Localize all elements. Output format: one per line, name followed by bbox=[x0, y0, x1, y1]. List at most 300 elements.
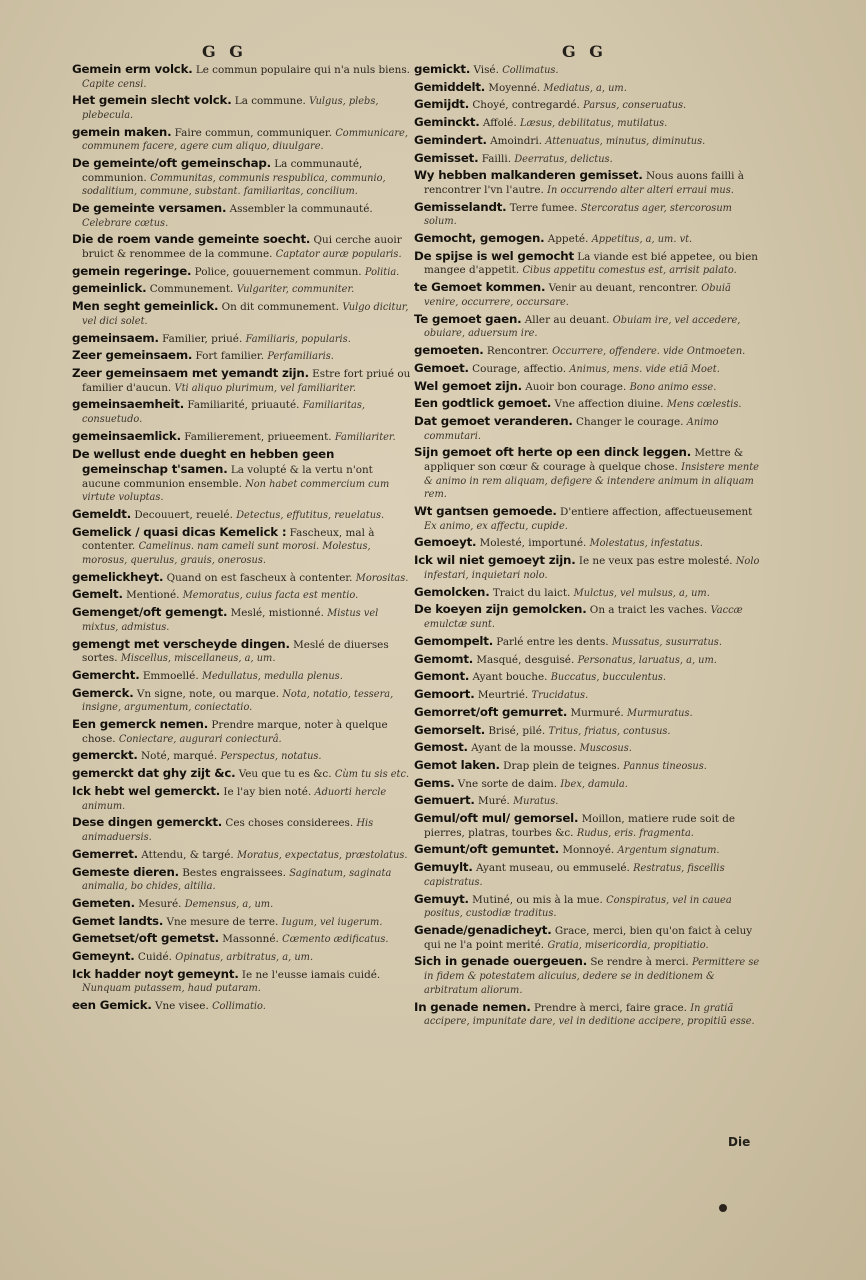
french-gloss: D'entiere affection, affectueusement bbox=[560, 506, 753, 519]
french-gloss: Visé. bbox=[473, 64, 499, 76]
latin-gloss: Obuiã venire, occurrere, occursare. bbox=[424, 283, 731, 308]
dictionary-entry bbox=[72, 847, 412, 863]
french-gloss: Moillon, matiere rude soit de pierres, platras, tourbes &c. bbox=[424, 813, 736, 839]
latin-gloss: Opinatus, arbitratus, a, um. bbox=[175, 952, 314, 964]
french-gloss: Choyé, contregardé. bbox=[472, 99, 580, 112]
latin-gloss: Rudus, eris. fragmenta. bbox=[576, 827, 694, 839]
latin-gloss: Attenuatus, minutus, diminutus. bbox=[545, 135, 706, 147]
dictionary-entry bbox=[414, 343, 766, 359]
latin-gloss: Demensus, a, um. bbox=[184, 899, 274, 910]
french-gloss: Vne sorte de daim. bbox=[457, 777, 558, 790]
latin-gloss: Vaccæ emulctæ sunt. bbox=[424, 605, 743, 631]
latin-gloss: Argentum signatum. bbox=[617, 845, 720, 857]
french-gloss: Bestes engraissees. bbox=[182, 866, 286, 879]
latin-gloss: Familiaritas, consuetudo. bbox=[82, 400, 365, 426]
french-gloss: Meslé, mistionné. bbox=[230, 607, 324, 620]
headword: Gemindert. bbox=[414, 132, 487, 147]
headword: De gemeinte/oft gemeinschap. bbox=[72, 156, 271, 171]
french-gloss: Muré. bbox=[478, 795, 510, 808]
dictionary-entry bbox=[414, 669, 766, 685]
dictionary-entry bbox=[414, 280, 766, 309]
french-gloss: Drap plein de teignes. bbox=[503, 759, 620, 772]
latin-gloss: Morositas. bbox=[355, 572, 409, 584]
french-gloss: Vne visee. bbox=[154, 1000, 209, 1013]
headword: gemein maken. bbox=[72, 124, 172, 139]
headword: Dat gemoet veranderen. bbox=[414, 413, 573, 428]
headword: Gemisset. bbox=[414, 150, 479, 165]
headword: Die de roem vande gemeinte soecht. bbox=[72, 232, 311, 247]
french-gloss: Vne affection diuine. bbox=[554, 398, 664, 411]
headword: Wel gemoet zijn. bbox=[414, 378, 522, 393]
latin-gloss: Appetitus, a, um. vt. bbox=[591, 234, 693, 246]
french-gloss: Meurtrié. bbox=[477, 689, 529, 702]
dictionary-entry bbox=[414, 62, 766, 78]
french-gloss: Vne mesure de terre. bbox=[166, 915, 279, 928]
latin-gloss: Communicare, communem facere, agere cum aliquo, diuulgare. bbox=[82, 127, 408, 153]
dictionary-entry bbox=[414, 634, 766, 650]
latin-gloss: Stercoratus ager, stercorosum solum. bbox=[424, 202, 732, 228]
dictionary-entry bbox=[414, 860, 766, 889]
latin-gloss: Nunquam putassem, haud putaram. bbox=[82, 983, 261, 995]
latin-gloss: Cibus appetitu comestus est, arrisit palato. bbox=[522, 265, 737, 277]
dictionary-entry bbox=[72, 93, 412, 122]
latin-gloss: Animo commutari. bbox=[424, 416, 719, 442]
dictionary-entry bbox=[414, 687, 766, 703]
headword: Ick wil niet gemoeyt zijn. bbox=[414, 553, 576, 568]
headword: Wt gantsen gemoede. bbox=[414, 504, 557, 519]
french-gloss: Prendre à merci, faire grace. bbox=[533, 1001, 687, 1014]
dictionary-entry bbox=[72, 429, 412, 445]
headword: Gemerret. bbox=[72, 846, 138, 861]
latin-gloss: Muscosus. bbox=[579, 743, 632, 755]
french-gloss: Appeté. bbox=[547, 233, 589, 246]
latin-gloss: Cùm tu sis etc. bbox=[334, 769, 410, 781]
headword: Gemocht, gemogen. bbox=[414, 231, 545, 246]
dictionary-entry bbox=[72, 507, 412, 523]
french-gloss: Faire commun, communiquer. bbox=[174, 126, 332, 139]
latin-gloss: Familiariter. bbox=[334, 431, 396, 443]
headword: Ick hadder noyt gemeynt. bbox=[72, 966, 239, 981]
latin-gloss: Parsus, conseruatus. bbox=[583, 100, 687, 112]
latin-gloss: Pannus tineosus. bbox=[623, 760, 707, 772]
french-gloss: Familier, priué. bbox=[162, 332, 243, 345]
dictionary-entry bbox=[414, 535, 766, 551]
latin-gloss: Deerratus, delictus. bbox=[514, 153, 613, 165]
headword: Gemein erm volck. bbox=[72, 62, 193, 76]
dictionary-entry bbox=[72, 896, 412, 912]
latin-gloss: Trucidatus. bbox=[531, 690, 589, 702]
latin-gloss: Permittere se in fidem & potestatem alicuius, dedere se in deditionem & arbitratum aliorum. bbox=[424, 957, 760, 996]
dictionary-entry bbox=[72, 605, 412, 634]
latin-gloss: Buccatus, bucculentus. bbox=[550, 672, 667, 684]
latin-gloss: Captator auræ popularis. bbox=[275, 248, 402, 260]
headword: Gemompelt. bbox=[414, 633, 493, 648]
latin-gloss: Molestatus, infestatus. bbox=[589, 538, 703, 550]
latin-gloss: Non habet commercium cum virtute voluptas. bbox=[82, 478, 390, 504]
headword: De koeyen zijn gemolcken. bbox=[414, 602, 587, 617]
dictionary-entry bbox=[414, 249, 766, 278]
french-gloss: Fort familier. bbox=[195, 350, 265, 363]
latin-gloss: Vti aliquo plurimum, vel familiariter. bbox=[174, 382, 356, 394]
headword: Gemelt. bbox=[72, 587, 123, 602]
french-gloss: Ie ne l'eusse iamais cuidé. bbox=[241, 968, 381, 981]
headword: gemengt met verscheyde dingen. bbox=[72, 636, 290, 651]
headword: Gems. bbox=[414, 775, 455, 790]
dictionary-entry bbox=[72, 125, 412, 154]
dictionary-entry bbox=[414, 758, 766, 774]
dictionary-entry bbox=[414, 168, 766, 197]
headword: Gemerck. bbox=[72, 685, 134, 700]
french-gloss: Brisé, pilé. bbox=[488, 724, 546, 737]
latin-gloss: Collimatio. bbox=[212, 1001, 266, 1013]
dictionary-entry bbox=[72, 264, 412, 280]
dictionary-entry bbox=[414, 923, 766, 952]
dictionary-entry bbox=[72, 281, 412, 297]
dictionary-entry bbox=[72, 914, 412, 930]
latin-gloss: Mens cœlestis. bbox=[666, 399, 742, 411]
headword: Gemost. bbox=[414, 740, 468, 755]
french-gloss: Police, gouuernement commun. bbox=[194, 265, 362, 278]
latin-gloss: Camelinus. nam cameli sunt morosi. Molestus, morosus, querulus, grauis, onerosus. bbox=[82, 541, 371, 567]
french-gloss: Failli. bbox=[481, 152, 511, 165]
french-gloss: Le commun populaire qui n'a nuls biens. bbox=[195, 64, 410, 76]
dictionary-entry bbox=[72, 998, 412, 1014]
french-gloss: Familiarité, priuauté. bbox=[187, 399, 300, 412]
left-column bbox=[72, 62, 412, 1016]
headword: gemerckt dat ghy zijt &c. bbox=[72, 766, 236, 781]
dictionary-entry bbox=[72, 156, 412, 199]
french-gloss: Decouuert, reuelé. bbox=[134, 509, 233, 522]
french-gloss: Attendu, & targé. bbox=[141, 848, 234, 861]
headword: Geminckt. bbox=[414, 115, 480, 130]
latin-gloss: Personatus, laruatus, a, um. bbox=[577, 654, 717, 666]
latin-gloss: Saginatum, saginata animalia, bo chides, altilia. bbox=[82, 867, 392, 893]
latin-gloss: Cœmento ædificatus. bbox=[282, 934, 389, 946]
dictionary-entry bbox=[72, 348, 412, 364]
latin-gloss: Perfamiliaris. bbox=[267, 351, 334, 363]
headword: Te gemoet gaen. bbox=[414, 311, 522, 326]
headword: Gemolcken. bbox=[414, 584, 490, 599]
headword: Gemenget/oft gemengt. bbox=[72, 605, 228, 620]
headword: Gemetset/oft gemetst. bbox=[72, 931, 219, 946]
latin-gloss: Conspiratus, vel in cauea positus, custodiæ traditus. bbox=[424, 894, 732, 920]
latin-gloss: Ibex, damula. bbox=[560, 778, 628, 790]
headword: Gemoet. bbox=[414, 360, 469, 375]
dictionary-entry bbox=[414, 652, 766, 668]
latin-gloss: Vulgariter, communiter. bbox=[236, 284, 355, 296]
headword: te Gemoet kommen. bbox=[414, 280, 546, 295]
french-gloss: Familierement, priueement. bbox=[184, 430, 332, 443]
french-gloss: Masqué, desguisé. bbox=[476, 653, 575, 666]
headword: Gemeldt. bbox=[72, 507, 131, 522]
french-gloss: Ayant de la mousse. bbox=[471, 742, 577, 755]
french-gloss: Auoir bon courage. bbox=[525, 380, 627, 393]
running-head-left: G G bbox=[202, 42, 247, 61]
french-gloss: Aller au deuant. bbox=[524, 313, 610, 326]
french-gloss: Moyenné. bbox=[488, 81, 541, 94]
headword: gemein regeringe. bbox=[72, 263, 192, 278]
dictionary-entry bbox=[414, 553, 766, 582]
dictionary-entry bbox=[72, 201, 412, 230]
headword: Men seght gemeinlick. bbox=[72, 299, 219, 314]
dictionary-entry bbox=[72, 766, 412, 782]
latin-gloss: Coniectare, augurari coniecturâ. bbox=[118, 733, 282, 745]
latin-gloss: Mussatus, susurratus. bbox=[611, 636, 722, 648]
dictionary-entry bbox=[414, 379, 766, 395]
headword: Gemiddelt. bbox=[414, 79, 486, 94]
headword: De gemeinte versamen. bbox=[72, 201, 227, 216]
headword: gemerckt. bbox=[72, 748, 138, 763]
dictionary-entry bbox=[414, 312, 766, 341]
dictionary-entry bbox=[414, 115, 766, 131]
headword: Dese dingen gemerckt. bbox=[72, 815, 223, 830]
headword: In genade nemen. bbox=[414, 999, 531, 1014]
headword: Het gemein slecht volck. bbox=[72, 93, 232, 108]
french-gloss: Veu que tu es &c. bbox=[238, 768, 332, 781]
headword: Gemeste dieren. bbox=[72, 864, 179, 879]
headword: Sich in genade ouergeuen. bbox=[414, 954, 587, 969]
headword: Gemet landts. bbox=[72, 913, 164, 928]
ink-spot bbox=[719, 1204, 727, 1212]
french-gloss: Mentioné. bbox=[126, 589, 180, 602]
latin-gloss: Perspectus, notatus. bbox=[220, 751, 322, 763]
french-gloss: Amoindri. bbox=[490, 134, 542, 147]
french-gloss: Vn signe, note, ou marque. bbox=[136, 687, 280, 700]
dictionary-entry bbox=[414, 1000, 766, 1029]
headword: Gemercht. bbox=[72, 667, 140, 682]
french-gloss: La communauté, communion. bbox=[82, 158, 363, 184]
latin-gloss: Ex animo, ex affectu, cupide. bbox=[424, 520, 568, 532]
dictionary-entry bbox=[72, 967, 412, 996]
headword: Gemot laken. bbox=[414, 757, 500, 772]
french-gloss: Quand on est fascheux à contenter. bbox=[166, 571, 353, 584]
french-gloss: Fascheux, mal à contenter. bbox=[82, 526, 375, 553]
latin-gloss: Vulgus, plebs, plebecula. bbox=[82, 96, 379, 121]
latin-gloss: Aduorti hercle animum. bbox=[82, 786, 387, 812]
french-gloss: Prendre marque, noter à quelque chose. bbox=[82, 719, 388, 745]
dictionary-entry bbox=[414, 80, 766, 96]
dictionary-entry bbox=[414, 842, 766, 858]
headword: Gemoort. bbox=[414, 687, 475, 702]
headword: gemeinlick. bbox=[72, 281, 147, 296]
latin-gloss: Murmuratus. bbox=[627, 707, 693, 719]
headword: gemelickheyt. bbox=[72, 569, 164, 584]
dictionary-entry bbox=[72, 397, 412, 426]
latin-gloss: Insistere mente & animo in rem aliquam, defigere & intendere animum in aliquam rem. bbox=[424, 461, 759, 501]
dictionary-entry bbox=[414, 954, 766, 997]
headword: Sijn gemoet oft herte op een dinck leggen. bbox=[414, 445, 692, 460]
headword: een Gemick. bbox=[72, 998, 152, 1013]
french-gloss: La commune. bbox=[234, 95, 306, 108]
french-gloss: Nous auons failli à rencontrer l'vn l'autre. bbox=[424, 170, 744, 196]
latin-gloss: Memoratus, cuius facta est mentio. bbox=[182, 590, 359, 602]
dictionary-entry bbox=[72, 570, 412, 586]
dictionary-entry bbox=[72, 931, 412, 947]
dictionary-entry bbox=[72, 717, 412, 746]
latin-gloss: Moratus, expectatus, præstolatus. bbox=[237, 849, 408, 861]
latin-gloss: Collimatus. bbox=[502, 65, 559, 76]
dictionary-entry bbox=[72, 686, 412, 715]
headword: Gemijdt. bbox=[414, 97, 470, 112]
dictionary-entry bbox=[72, 784, 412, 813]
latin-gloss: Capite censi. bbox=[82, 78, 147, 90]
french-gloss: Massonné. bbox=[222, 933, 279, 946]
latin-gloss: Communitas, communis respublica, communio, sodalitium, commune, substant. familiaritas, concilium. bbox=[82, 172, 386, 198]
french-gloss: Se rendre à merci. bbox=[590, 956, 689, 969]
dictionary-entry bbox=[414, 740, 766, 756]
french-gloss: La volupté & la vertu n'ont aucune communion ensemble. bbox=[82, 464, 373, 490]
dictionary-entry bbox=[414, 776, 766, 792]
latin-gloss: Gratia, misericordia, propitiatio. bbox=[547, 939, 709, 951]
latin-gloss: Nolo infestari, inquietari nolo. bbox=[424, 556, 760, 581]
headword: De spijse is wel gemocht bbox=[414, 248, 574, 263]
latin-gloss: Muratus. bbox=[513, 796, 559, 808]
right-column bbox=[414, 62, 766, 1031]
headword: Genade/genadicheyt. bbox=[414, 923, 552, 938]
french-gloss: Changer le courage. bbox=[576, 415, 684, 428]
latin-gloss: Obuiam ire, vel accedere, obuiare, aduersum ire. bbox=[424, 314, 741, 340]
french-gloss: Courage, affectio. bbox=[472, 362, 567, 375]
french-gloss: Cuidé. bbox=[137, 951, 172, 964]
french-gloss: Assembler la communauté. bbox=[229, 203, 373, 216]
french-gloss: Mettre & appliquer son cœur & courage à quelque chose. bbox=[424, 447, 744, 473]
dictionary-entry bbox=[72, 331, 412, 347]
dictionary-entry bbox=[414, 793, 766, 809]
dictionary-entry bbox=[72, 815, 412, 844]
headword: gemeinsaemheit. bbox=[72, 397, 185, 412]
headword: gemickt. bbox=[414, 62, 471, 76]
headword: De wellust ende dueght en hebben geen gemeinschap t'samen. bbox=[72, 446, 335, 477]
running-head-right: G G bbox=[562, 42, 607, 61]
headword: Gemorret/oft gemurret. bbox=[414, 704, 568, 719]
latin-gloss: Occurrere, offendere. vide Ontmoeten. bbox=[552, 346, 746, 358]
french-gloss: Noté, marqué. bbox=[141, 750, 218, 763]
french-gloss: Ces choses considerees. bbox=[225, 817, 354, 830]
latin-gloss: Mediatus, a, um. bbox=[543, 82, 627, 94]
headword: Zeer gemeinsaem met yemandt zijn. bbox=[72, 366, 309, 381]
latin-gloss: Mistus vel mixtus, admistus. bbox=[82, 608, 379, 633]
headword: Gemorselt. bbox=[414, 722, 486, 737]
french-gloss: Traict du laict. bbox=[492, 586, 571, 599]
french-gloss: La viande est bié appetee, ou bien mangee d'appetit. bbox=[424, 250, 758, 277]
french-gloss: Monnoyé. bbox=[562, 844, 615, 857]
headword: Gemuylt. bbox=[414, 860, 473, 875]
french-gloss: Communement. bbox=[149, 283, 234, 296]
dictionary-entry bbox=[414, 811, 766, 840]
catchword: Die bbox=[728, 1135, 751, 1149]
dictionary-entry bbox=[72, 62, 412, 91]
latin-gloss: Tritus, friatus, contusus. bbox=[548, 725, 671, 737]
latin-gloss: Familiaris, popularis. bbox=[245, 333, 351, 345]
french-gloss: Venir au deuant, rencontrer. bbox=[548, 282, 698, 295]
latin-gloss: Restratus, fiscellis capistratus. bbox=[424, 863, 725, 888]
dictionary-entry bbox=[414, 414, 766, 443]
french-gloss: Ayant museau, ou emmuselé. bbox=[475, 862, 630, 875]
headword: Gemeynt. bbox=[72, 949, 135, 964]
french-gloss: On a traict les vaches. bbox=[589, 604, 708, 617]
dictionary-entry bbox=[72, 232, 412, 261]
headword: Gemeten. bbox=[72, 896, 135, 910]
dictionary-entry bbox=[414, 602, 766, 631]
latin-gloss: Detectus, effutitus, reuelatus. bbox=[236, 510, 385, 522]
dictionary-entry bbox=[414, 445, 766, 502]
french-gloss: On dit communement. bbox=[221, 301, 340, 314]
french-gloss: Emmoellé. bbox=[142, 669, 199, 682]
dictionary-entry bbox=[414, 723, 766, 739]
french-gloss: Qui cerche auoir bruict & renommee de la commune. bbox=[82, 234, 402, 260]
french-gloss: Ie l'ay bien noté. bbox=[223, 785, 312, 798]
headword: Gemelick / quasi dicas Kemelick : bbox=[72, 524, 287, 539]
latin-gloss: Medullatus, medulla plenus. bbox=[201, 670, 343, 682]
latin-gloss: Celebrare cœtus. bbox=[82, 217, 169, 229]
dictionary-entry bbox=[414, 231, 766, 247]
french-gloss: Molesté, importuné. bbox=[479, 537, 587, 550]
latin-gloss: Animus, mens. vide etiã Moet. bbox=[569, 363, 720, 375]
latin-gloss: Bono animo esse. bbox=[629, 381, 717, 393]
headword: Gemoeyt. bbox=[414, 535, 477, 550]
latin-gloss: In occurrendo alter alteri erraui mus. bbox=[547, 184, 734, 196]
headword: Wy hebben malkanderen gemisset. bbox=[414, 168, 643, 183]
latin-gloss: Vulgo dicitur, vel dici solet. bbox=[82, 302, 409, 327]
dictionary-entry bbox=[72, 447, 412, 506]
dictionary-entry bbox=[72, 949, 412, 965]
dictionary-entry bbox=[72, 865, 412, 894]
dictionary-entry bbox=[414, 133, 766, 149]
headword: Gemomt. bbox=[414, 651, 474, 666]
dictionary-entry bbox=[72, 668, 412, 684]
french-gloss: Ie ne veux pas estre molesté. bbox=[578, 555, 733, 568]
dictionary-entry bbox=[72, 587, 412, 603]
french-gloss: Mutiné, ou mis à la mue. bbox=[472, 893, 603, 906]
headword: Gemul/oft mul/ gemorsel. bbox=[414, 811, 579, 826]
dictionary-entry bbox=[414, 200, 766, 229]
latin-gloss: Mulctus, vel mulsus, a, um. bbox=[573, 587, 710, 599]
dictionary-entry bbox=[72, 299, 412, 328]
french-gloss: Parlé entre les dents. bbox=[496, 635, 609, 648]
dictionary-entry bbox=[414, 361, 766, 377]
dictionary-entry bbox=[72, 748, 412, 764]
french-gloss: Rencontrer. bbox=[486, 345, 549, 358]
latin-gloss: Politia. bbox=[364, 266, 400, 278]
headword: Zeer gemeinsaem. bbox=[72, 348, 193, 363]
french-gloss: Murmuré. bbox=[570, 706, 624, 719]
french-gloss: Mesuré. bbox=[138, 898, 182, 910]
headword: Gemuyt. bbox=[414, 891, 469, 906]
headword: Gemunt/oft gemuntet. bbox=[414, 842, 559, 857]
latin-gloss: Læsus, debilitatus, mutilatus. bbox=[519, 118, 668, 130]
dictionary-entry bbox=[414, 705, 766, 721]
latin-gloss: Iugum, vel iugerum. bbox=[281, 916, 383, 928]
french-gloss: Grace, merci, bien qu'on faict à celuy qui ne l'a point merité. bbox=[424, 925, 753, 951]
french-gloss: Estre fort priué ou familier d'aucun. bbox=[82, 368, 411, 394]
dictionary-entry bbox=[72, 366, 412, 395]
dictionary-entry bbox=[414, 892, 766, 921]
dictionary-entry bbox=[72, 637, 412, 666]
latin-gloss: In gratiã accipere, impunitate dare, vel in deditione accipere, propitiũ esse. bbox=[424, 1002, 755, 1028]
dictionary-entry bbox=[414, 504, 766, 533]
dictionary-entry bbox=[414, 151, 766, 167]
latin-gloss: His animaduersis. bbox=[82, 818, 374, 844]
headword: Een gemerck nemen. bbox=[72, 717, 209, 732]
headword: gemoeten. bbox=[414, 343, 484, 358]
dictionary-entry bbox=[414, 396, 766, 412]
headword: Ick hebt wel gemerckt. bbox=[72, 783, 221, 798]
french-gloss: Meslé de diuerses sortes. bbox=[82, 638, 389, 665]
latin-gloss: Nota, notatio, tessera, insigne, argumentum, coniectatio. bbox=[82, 688, 394, 714]
headword: gemeinsaem. bbox=[72, 330, 159, 345]
headword: Gemont. bbox=[414, 669, 470, 684]
headword: gemeinsaemlick. bbox=[72, 428, 181, 443]
